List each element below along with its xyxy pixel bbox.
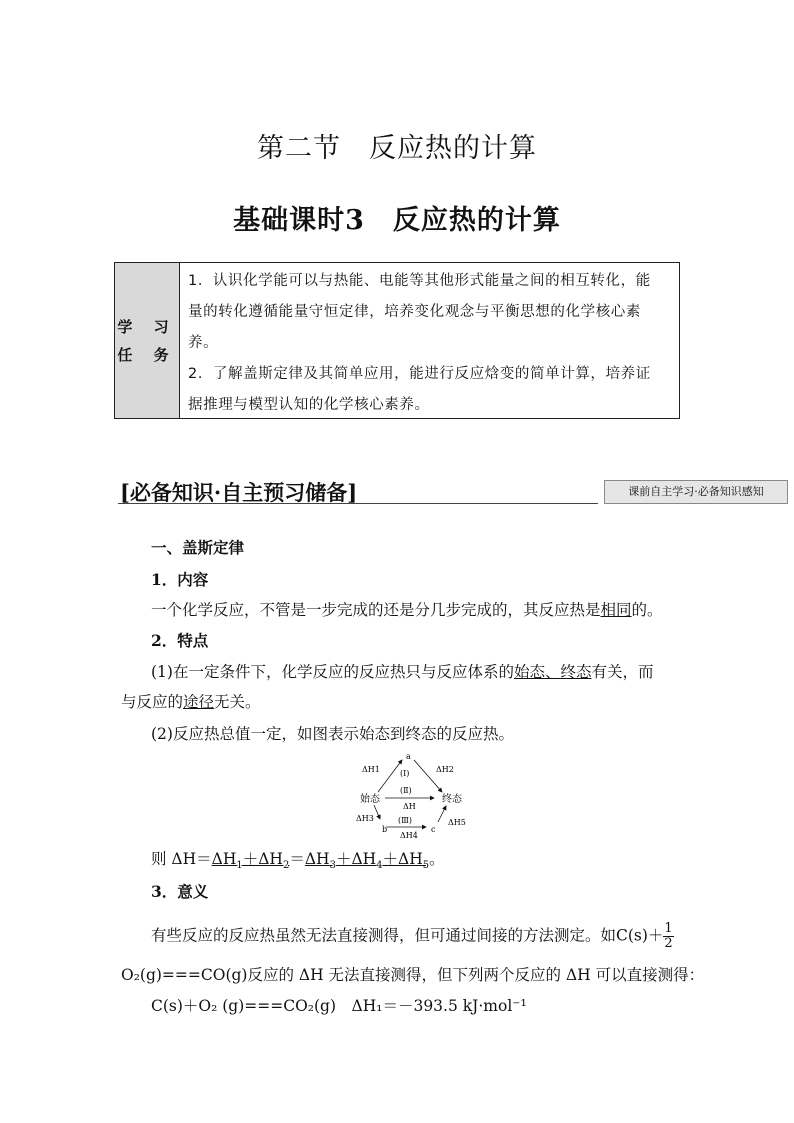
paragraph-significance xyxy=(151,922,674,951)
underlined-answer: 途径 xyxy=(183,693,215,711)
end-state-label: 终态 xyxy=(442,794,462,805)
underlined-answer: $\Delta H_1+\Delta H_2$ xyxy=(211,850,290,872)
node-c: c xyxy=(431,825,436,834)
task-line: 2．了解盖斯定律及其简单应用，能进行反应焓变的简单计算，培养证 xyxy=(188,366,651,382)
text-run: 与反应的 xyxy=(121,693,184,711)
fraction-denominator: 2 xyxy=(664,936,673,951)
underlined-answer: $\Delta H_3+\Delta H_4+\Delta H_5$ xyxy=(304,850,430,872)
text-run: 无关。 xyxy=(214,693,261,711)
paragraph-feature-2: (2)反应热总值一定，如图表示始态到终态的反应热。 xyxy=(151,725,514,743)
dh5-label: ΔH5 xyxy=(448,818,466,827)
tasks-label-line2: 任 务 xyxy=(117,345,177,364)
tasks-label-line1: 学 习 xyxy=(117,317,177,336)
hess-cycle-diagram xyxy=(350,752,480,840)
paragraph-feature-1-cont xyxy=(121,691,261,713)
underlined-answer: 始态、终态 xyxy=(513,663,592,681)
start-state-label: 始态 xyxy=(360,794,380,805)
heading-features: 2．特点 xyxy=(151,631,209,650)
text-run: 有些反应的反应热虽然无法直接测得，但可通过间接的方法测定。如C(s)＋ xyxy=(151,926,664,945)
text-run: (1)在一定条件下，化学反应的反应热只与反应体系的 xyxy=(151,663,514,681)
text-run: 一个化学反应，不管是一步完成的还是分几步完成的，其反应热是 xyxy=(151,601,601,619)
arrow-c-to-end xyxy=(438,806,446,822)
text-run: 的。 xyxy=(631,601,663,619)
section-heading: [必备知识·自主预习储备] xyxy=(120,480,358,505)
learning-tasks-box xyxy=(114,262,680,419)
section-title: 第二节 反应热的计算 xyxy=(257,133,537,164)
task-line: 1．认识化学能可以与热能、电能等其他形式能量之间的相互转化，能 xyxy=(188,273,651,289)
arrow-start-to-a xyxy=(378,760,402,792)
dh4-label: ΔH4 xyxy=(400,831,418,840)
paragraph-content xyxy=(151,599,663,621)
equation-1: C(s)＋O₂ (g)===CO₂(g) ΔH₁＝－393.5 kJ·mol⁻¹ xyxy=(151,997,527,1015)
dh3-label: ΔH3 xyxy=(356,814,374,823)
paragraph-significance-cont: O₂(g)===CO(g)反应的 ΔH 无法直接测得，但下列两个反应的 ΔH 可以直接测得： xyxy=(121,966,705,984)
section-tag: 课前自主学习·必备知识感知 xyxy=(604,480,788,504)
task-line: 养。 xyxy=(188,335,219,351)
path-1-label: (Ⅰ) xyxy=(400,769,410,778)
learning-tasks-text xyxy=(180,263,679,418)
underlined-answer: 相同 xyxy=(600,601,632,619)
dh-label: ΔH xyxy=(403,802,416,811)
node-b: b xyxy=(382,825,388,834)
text-run: 有关，而 xyxy=(591,663,654,681)
path-3-label: (Ⅲ) xyxy=(398,816,412,825)
node-a: a xyxy=(406,752,411,761)
fraction-numerator: 1 xyxy=(664,921,673,936)
dh2-label: ΔH2 xyxy=(436,765,454,774)
text-run: 则 ΔH＝ xyxy=(151,850,212,868)
fraction-one-half xyxy=(663,922,673,951)
dh1-label: ΔH1 xyxy=(362,765,380,774)
lesson-title: 基础课时3 反应热的计算 xyxy=(233,205,561,236)
heading-hess-law: 一、盖斯定律 xyxy=(151,538,245,557)
paragraph-feature-1 xyxy=(151,661,654,683)
path-2-label: (Ⅱ) xyxy=(400,786,412,795)
task-line: 量的转化遵循能量守恒定律，培养变化观念与平衡思想的化学核心素 xyxy=(188,304,641,320)
hess-formula: 则 $\Delta H=\Delta H_1+\Delta H_2=\Delta H_3+\Delta H_4+\Delta H_5$。 xyxy=(151,850,445,872)
heading-content: 1．内容 xyxy=(151,570,209,589)
task-line: 据推理与模型认知的化学核心素养。 xyxy=(188,397,430,413)
learning-tasks-label xyxy=(115,263,180,418)
section-divider xyxy=(118,503,598,504)
heading-significance: 3．意义 xyxy=(151,882,209,901)
arrow-start-to-b xyxy=(374,805,380,819)
